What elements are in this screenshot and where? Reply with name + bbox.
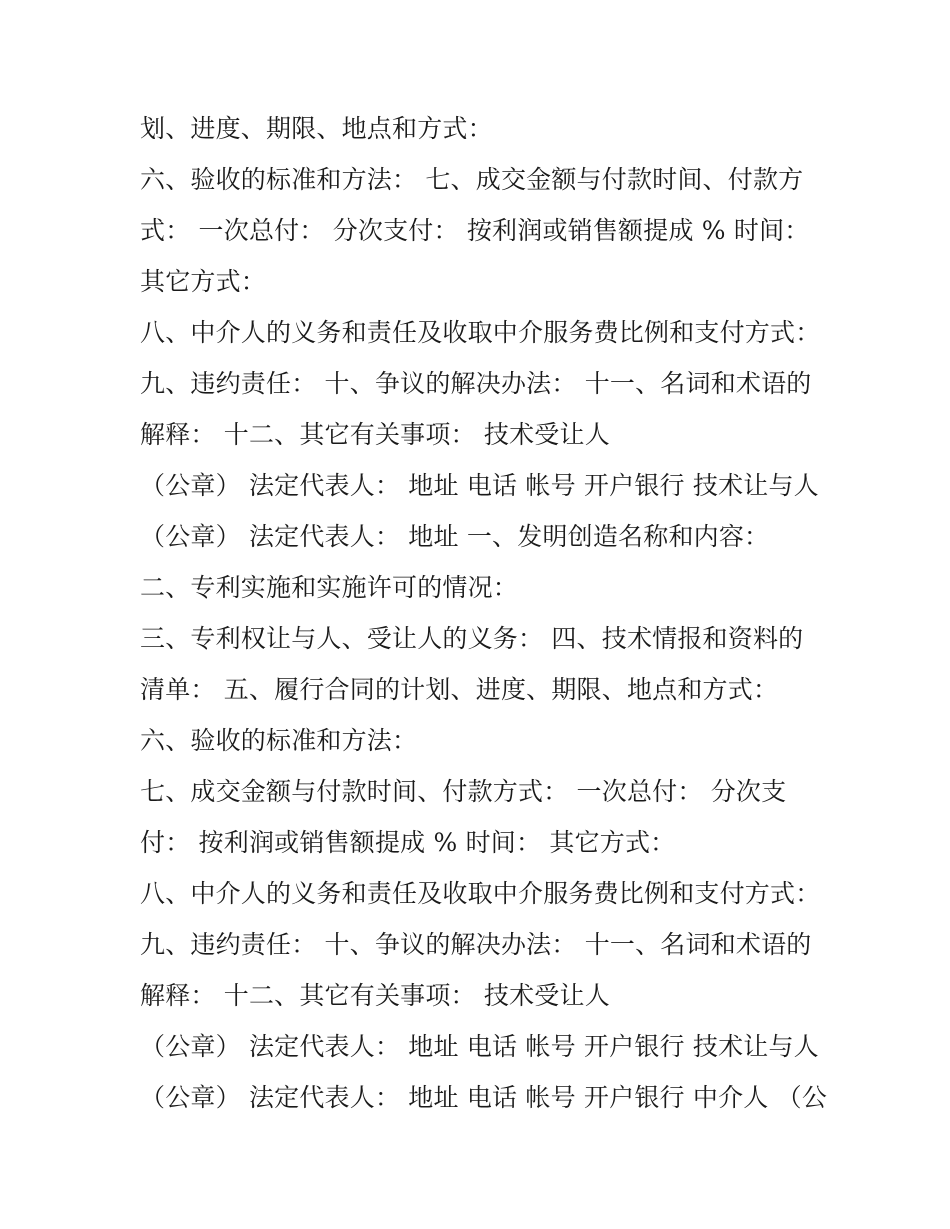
text-line: 解释： 十二、其它有关事项： 技术受让人 [140,420,610,449]
text-line: （公章） 法定代表人： 地址 一、发明创造名称和内容： [140,522,770,551]
text-line: 八、中介人的义务和责任及收取中介服务费比例和支付方式： [140,318,821,347]
text-line: 七、成交金额与付款时间、付款方式： 一次总付： 分次支 [140,777,787,806]
document-body [140,110,828,1130]
text-line: 九、违约责任： 十、争议的解决办法： 十一、名词和术语的 [140,369,812,398]
text-line: 划、进度、期限、地点和方式： [140,114,493,143]
text-line: （公章） 法定代表人： 地址 电话 帐号 开户银行 中介人 （公 [140,1083,828,1112]
text-line: 二、专利实施和实施许可的情况： [140,573,519,602]
text-line: 式： 一次总付： 分次支付： 按利润或销售额提成 % 时间： [140,216,810,245]
text-line: 清单： 五、履行合同的计划、进度、期限、地点和方式： [140,675,779,704]
text-line: 九、违约责任： 十、争议的解决办法： 十一、名词和术语的 [140,930,812,959]
text-line: 其它方式： [140,267,267,296]
text-line: 六、验收的标准和方法： [140,726,418,755]
text-line: （公章） 法定代表人： 地址 电话 帐号 开户银行 技术让与人 [140,471,819,500]
text-line: 解释： 十二、其它有关事项： 技术受让人 [140,981,610,1010]
text-line: （公章） 法定代表人： 地址 电话 帐号 开户银行 技术让与人 [140,1032,819,1061]
text-line: 八、中介人的义务和责任及收取中介服务费比例和支付方式： [140,879,821,908]
text-line: 三、专利权让与人、受让人的义务： 四、技术情报和资料的 [140,624,804,653]
text-line: 六、验收的标准和方法： 七、成交金额与付款时间、付款方 [140,165,804,194]
text-line: 付： 按利润或销售额提成 % 时间： 其它方式： [140,828,676,857]
